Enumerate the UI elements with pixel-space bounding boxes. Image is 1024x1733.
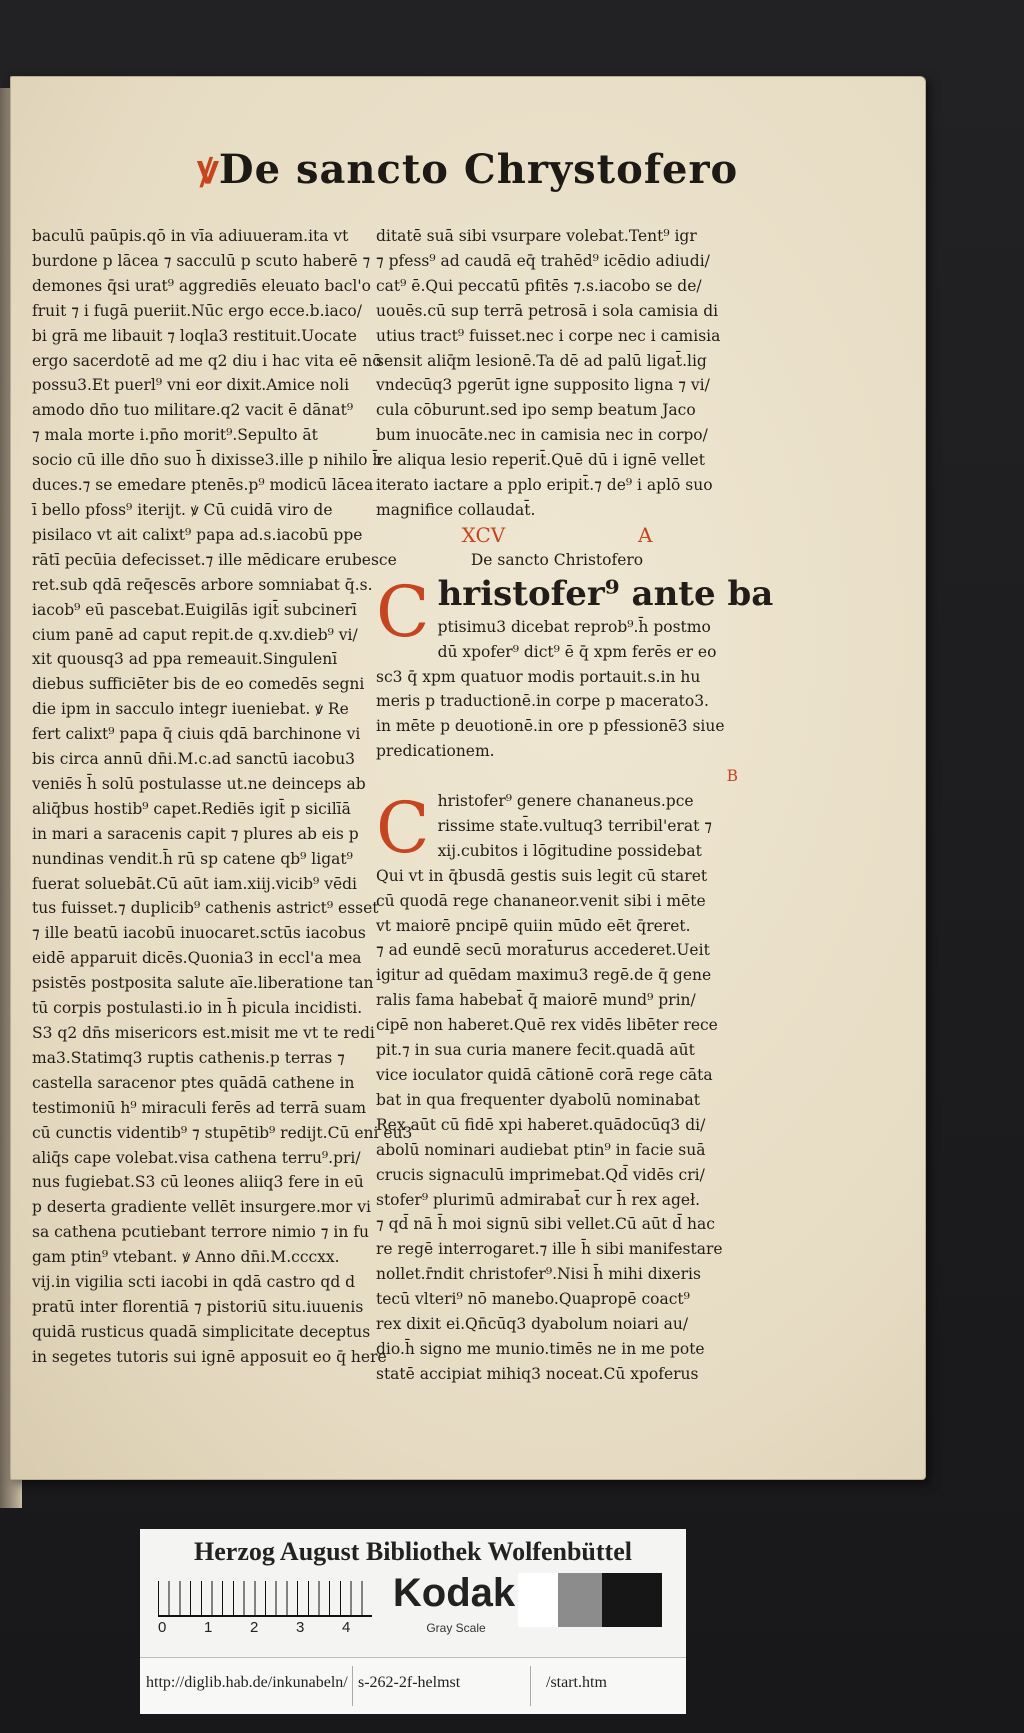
text-line: socio cū ille dn̄o suo h̄ dixisse3.ille p nihilo h̄ [32,451,383,470]
section-letter: B [726,767,738,786]
right-column [376,224,774,1387]
gray-scale-label: Gray Scale [426,1621,486,1635]
library-name: Herzog August Bibliothek Wolfenbüttel [194,1537,632,1566]
text-line: die ipm in sacculo integr iueniebat. ꝟ Re [32,700,349,719]
text-line: in mēte p deuotionē.in ore p pfessionē3 siue [376,717,725,736]
text-line: S3 q2 dn̄s misericors est.misit me vt te redi [32,1024,375,1042]
text-line: fruit ⁊ i fugā pueriit.Nūc ergo ecce.b.iaco/ [32,301,362,320]
text-line: fert calixt⁹ papa q̄ ciuis qdā barchinone vi [32,725,361,744]
text-line: ⁊ qd̄ nā h̄ moi signū sibi vellet.Cū aūt d̄ hac [376,1215,715,1234]
text-line: magnifice collaudat̄. [376,500,536,519]
text-line: sensit aliq̄m lesionē.Ta dē ad palū ligat̄.lig [376,351,707,370]
gray-swatch [558,1573,602,1627]
text-line: predicationem. [376,742,495,761]
decorated-initial-c: C [376,570,430,653]
text-line: iacob⁹ eū pascebat.Euigilās igit̄ subcinerī [32,600,357,619]
text-line: ⁊ ille beatū iacobū inuocaret.sctūs iacobus [32,924,366,943]
text-line: ergo sacerdotē ad me q2 diu i hac vita eē nō [32,351,382,370]
text-line: ralis fama habebat̄ q̄ maiorē mund⁹ prin/ [376,991,696,1010]
text-line: ⁊ mala morte i.pn̄o morit⁹.Sepulto āt [32,426,318,445]
text-line: rissime stat̄e.vultuq3 terribil'erat ⁊ [437,816,712,835]
text-line: bi grā me libauit ⁊ loqla3 restituit.Uocate [32,326,357,345]
text-line: bat in qua frequenter dyabolū nominabat [376,1090,701,1109]
url-page[interactable]: /start.htm [546,1674,607,1691]
right-column-top [376,224,738,523]
text-line: ditatē suā sibi vsurpare volebat.Tent⁹ igr [376,227,697,245]
text-line: rātī pecūia defecisset.⁊ ille mēdicare erubesce [32,550,397,569]
text-line: cū quodā rege chananeor.venit sibi i mēte [376,891,706,910]
text-line: cula cōburunt.sed ipo semp beatum Jaco [376,401,696,420]
ruler-number: 2 [250,1619,259,1636]
text-line: meris p traductionē.in corpe p macerato3. [376,692,709,711]
text-line: re regē interrogaret.⁊ ille h̄ sibi manifestare [376,1240,723,1259]
text-line: possu3.Et puerl⁹ vni eor dixit.Amice noli [32,376,350,395]
text-line: burdone p lācea ⁊ sacculū p scuto haberē ⁊ [32,251,371,270]
text-line: sc3 q̄ xpm quatuor modis portauit.s.in hu [376,667,701,686]
text-line: cat⁹ ē.Qui peccatū pfitēs ⁊.s.iacobo se de/ [376,276,702,295]
text-line: cipē non haberet.Quē rex vidēs libēter rece [376,1016,718,1035]
text-line: ma3.Statimq3 ruptis cathenis.p terras ⁊ [32,1048,345,1067]
text-line: fuerat soluebāt.Cū aūt iam.xiij.vicib⁹ vēdi [32,874,358,893]
text-line: in segetes tutoris sui ignē apposuit eo q̄ here [32,1347,387,1366]
incunable-page [10,76,926,1480]
text-line: tus fuisset.⁊ duplicib⁹ cathenis astrict⁹ esset [32,899,379,918]
chapter-letter: A [637,522,653,547]
section-letter-line [376,764,738,789]
decorated-initial-c-2: C [376,787,430,870]
chapter-title-text: De sancto Christofero [470,550,644,569]
url-bar [140,1657,686,1714]
text-line: aliq̄s cape volebat.visa cathena terru⁹.pri/ [32,1148,361,1167]
text-line: pratū inter florentiā ⁊ pistoriū situ.iuuenis [32,1297,364,1316]
page-title-text: De sancto Chrystofero [218,146,739,193]
left-column [32,224,413,1370]
text-line: ⁊ pfess⁹ ad caudā eq̄ trahēd⁹ icēdio adiudi/ [376,251,710,270]
library-label [140,1529,686,1713]
text-line: rex dixit ei.Qn̄cūq3 dyabolum noiari au/ [376,1315,689,1334]
text-line: pit.⁊ in sua curia manere fecit.quadā aūt [376,1041,695,1060]
text-line: cium panē ad caput repit.de q.xv.dieb⁹ vi/ [32,625,358,644]
text-line: Rex aūt cū fidē xpi haberet.quādocūq3 di/ [376,1115,706,1134]
text-line: utius tract⁹ fuisset.nec i corpe nec i camisia [376,326,721,345]
text-line: tū corpis postulasti.io in h̄ picula incidisti. [32,999,363,1018]
text-line: bum inuocāte.nec in camisia nec in corpo/ [376,426,708,445]
url-divider [352,1666,353,1706]
text-line: igitur ad quēdam maximu3 regē.de q̄ gene [376,966,712,985]
text-line: tecū vlteri⁹ nō manebo.Quapropē coact⁹ [376,1290,690,1309]
kodak-logo: Kodak [392,1571,516,1615]
ruler-numbers [158,1619,388,1639]
first-paragraph [376,570,774,764]
text-line: dio.h̄ signo me munio.timēs ne in me pote [376,1339,705,1358]
text-line: vt maiorē pncipē quiin mūdo eēt q̄reret. [376,916,691,935]
text-line: vice ioculator quidā cātionē corā rege cāta [376,1066,713,1084]
right-column-bottom [376,789,738,1387]
text-line: amodo dn̄o tuo militare.q2 vacit ē dānat⁹ [32,401,354,420]
text-line: testimoniū h⁹ miraculi ferēs ad terrā suam [32,1098,367,1117]
text-line: hristofer⁹ genere chananeus.pce [437,792,694,811]
text-line: baculū paūpis.qō in vīa adiuueram.ita vt [32,227,349,245]
ruler-number: 0 [158,1619,167,1636]
chapter-number: XCV [461,522,506,547]
title-paragraph-mark: ꝟ [197,146,219,193]
text-line: ī bello pfoss⁹ iterijt. ꝟ Cū cuidā viro de [32,500,333,519]
text-line: in mari a saracenis capit ⁊ plures ab eis p [32,824,359,843]
ruler-number: 1 [204,1619,213,1636]
text-line: gam ptin⁹ vtebant. ꝟ Anno dn̄i.M.cccxx. [32,1248,340,1267]
text-line: bis circa annū dn̄i.M.c.ad sanctū iacobu3 [32,750,356,769]
page-title [10,140,926,195]
text-line: dū xpofer⁹ dict⁹ ē q̄ xpm ferēs er eo [437,642,717,661]
text-line: crucis signaculū imprimebat.Qd̄ vidēs cri/ [376,1165,705,1184]
text-line: Qui vt in q̄busdā gestis suis legit cū staret [376,866,708,885]
text-line: demones q̄si urat⁹ aggrediēs eleuato bacl'o [32,276,371,295]
text-line: re aliqua lesio reperit̄.Quē dū i ignē vellet [376,451,705,470]
text-line: quidā rusticus quadā simplicitate deceptus [32,1322,371,1341]
white-swatch [518,1573,558,1627]
ruler-number: 3 [296,1619,305,1636]
text-line: ptisimu3 dicebat reprob⁹.h̄ postmo [437,617,711,636]
chapter-title [376,548,738,573]
text-line: stofer⁹ plurimū admirabat̄ cur h̄ rex ageł. [376,1190,701,1209]
text-line: cū cunctis videntib⁹ ⁊ stupētib⁹ redijt.Cū eni eu3 [32,1123,413,1142]
text-line: vndecūq3 pgerūt igne supposito ligna ⁊ vi/ [376,376,710,395]
text-line: vij.in vigilia scti iacobi in qdā castro qd d [32,1273,356,1292]
text-line: diebus sufficiēter bis de eo comedēs segni [32,675,365,694]
text-line: castella saracenor ptes quādā cathene in [32,1073,355,1092]
text-line: p deserta gradiente vellēt insurgere.mor vi [32,1198,371,1217]
text-line: ret.sub qdā req̄escēs arbore somniabat q̄.s. [32,575,373,594]
text-line: duces.⁊ se emedare ptenēs.p⁹ modicū lācea [32,476,374,495]
text-line: nundinas vendit.h̄ rū sp catene qb⁹ ligat⁹ [32,849,353,868]
text-line: pisilaco vt ait calixt⁹ papa ad.s.iacobū ppe [32,525,363,544]
measurement-ruler [158,1581,372,1617]
text-line: nus fugiebat.S3 cū leones aliiq3 fere in eū [32,1173,364,1192]
right-column-mid [376,615,738,764]
chapter-heading [376,523,738,548]
url-base[interactable]: http://diglib.hab.de/inkunabeln/ [146,1674,348,1691]
text-line: ⁊ ad eundē secū morat̄urus accederet.Ueit [376,941,710,960]
intro-line: hristofer⁹ ante ba [437,573,774,614]
text-line: veniēs h̄ solū postulasse ut.ne deinceps ab [32,774,366,793]
text-line: eidē apparuit dicēs.Quonia3 in eccl'a mea [32,949,362,968]
text-line: abolū nominari audiebat ptin⁹ in facie suā [376,1140,706,1159]
ruler-number: 4 [342,1619,351,1636]
text-line: iterato iactare a pplo eripit̄.⁊ de⁹ i aplō suo [376,476,713,495]
text-line: psistēs postposita salute aīe.liberatione tan [32,974,374,993]
text-line: nollet.r̄ndit christofer⁹.Nisi h̄ mihi dixeris [376,1265,701,1284]
second-paragraph [376,789,738,1387]
black-swatch [602,1573,662,1627]
text-line: statē accipiat mihiq3 noceat.Cū xpoferus [376,1364,699,1383]
text-line: xij.cubitos i lōgitudine possidebat [437,841,702,860]
text-line: xit quousq3 ad ppa remeauit.Singulenī [32,650,338,669]
text-line: uouēs.cū sup terrā petrosā i sola camisia di [376,301,719,320]
url-divider [530,1666,531,1706]
text-line: sa cathena pcutiebant terrore nimio ⁊ in fu [32,1223,369,1242]
url-id[interactable]: s-262-2f-helmst [358,1674,461,1691]
text-line: aliq̄bus hostib⁹ capet.Rediēs igit̄ p sicilīā [32,799,351,818]
